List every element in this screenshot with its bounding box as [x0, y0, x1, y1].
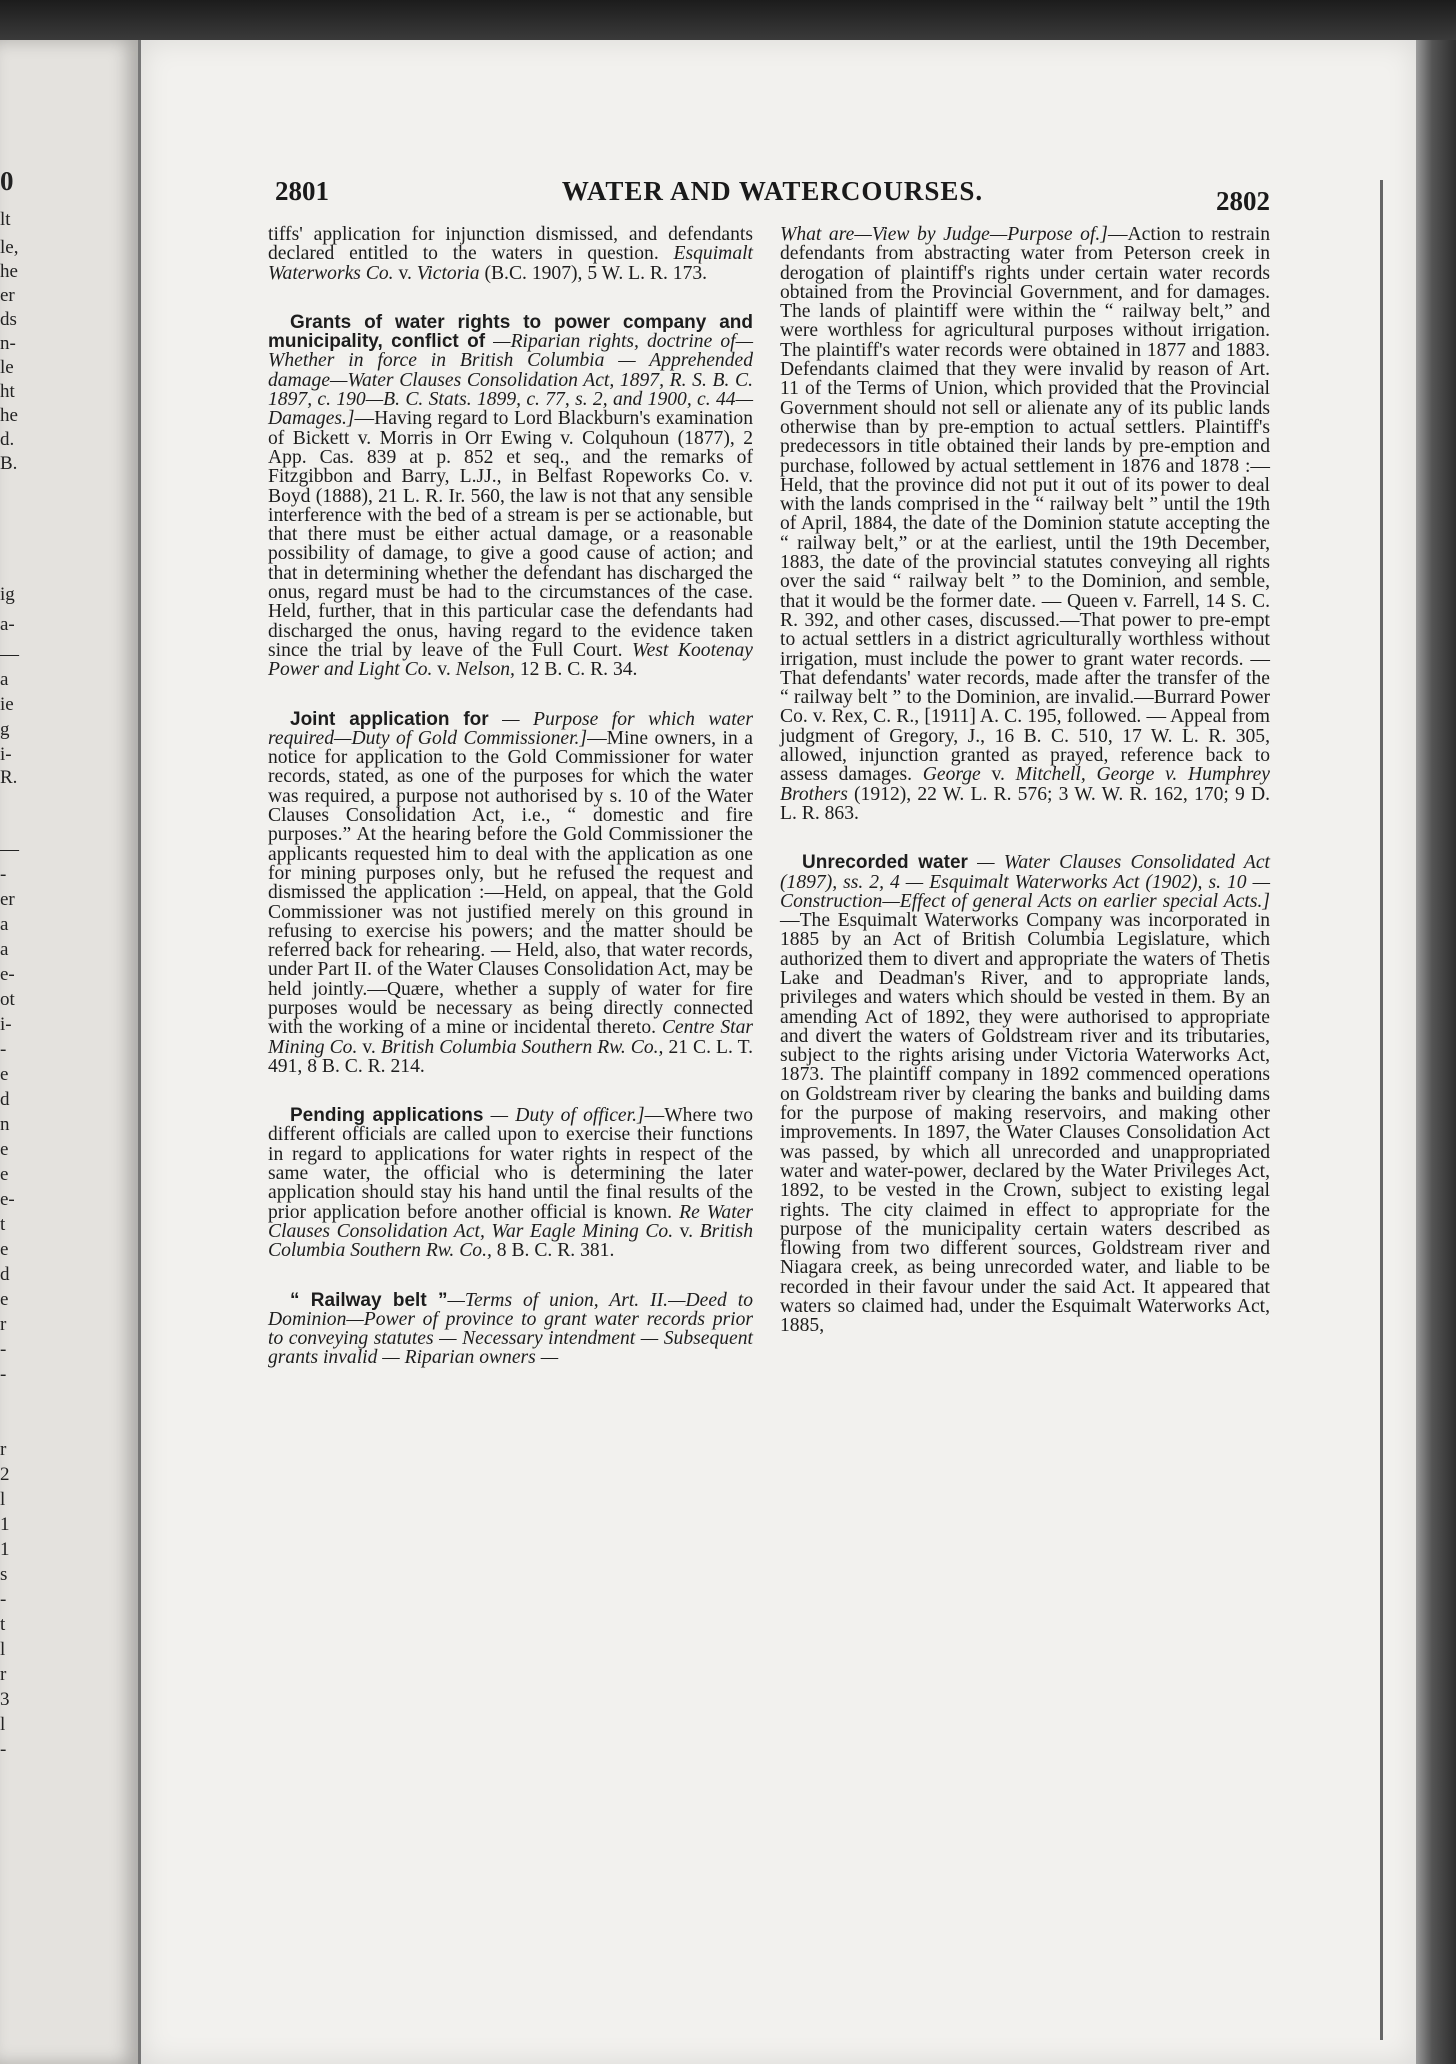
previous-page-fragment: 0	[0, 166, 14, 196]
case-citation: 8 B. C. R. 381.	[491, 1240, 615, 1262]
entry-body: —Mine owners, in a notice for application to the Gold Commissioner for water records, stated, as one of the purposes for which the water was required, a purpose not authorised by s. 10 of the Water Clauses Consolidation Act, i.e., “ domestic and fire purposes.” At the hearing before the Gold Commissioner the applicants requested him to deal with the application as one for mining purposes only, but he refused the request and dismissed the application :—Held, on appeal, that the Gold Commissioner was not justified merely on this ground in refusing to exercise his powers; and the matter should be referred back for rehearing. — Held, also, that water records, under Part II. of the Water Clauses Consolidation Act, may be held jointly.—Quære, whether a supply of water for fire purposes would be necessary as being directly connected with the working of a mine or incidental thereto.	[268, 727, 753, 1039]
digest-entry	[268, 710, 753, 1077]
case-connector: v.	[393, 262, 417, 284]
entry-body: —The Esquimalt Waterworks Company was incorporated in 1885 by an Act of British Columbia Legislature, which authorized them to divert and appropriate the waters of Thetis Lake and Deadman's River, and to appropriate lands, privileges and waters which should be vested in them. By an amending Act of 1892, they were authorised to appropriate and divert the waters of Goldstream river and its tributaries, subject to the rights arising under Victoria Waterworks Act, 1873. The plaintiff company in 1892 commenced operations on Goldstream river by clearing the banks and building dams for the purpose of making reservoirs, and making other improvements. In 1897, the Water Clauses Consolidation Act was passed, by which all unrecorded and unappropriated water and water-power, declared by the Water Privileges Act, 1892, to be vested in the Crown, subject to existing legal rights. The city claimed in effect to appropriate for the purpose of the municipality certain waters described as flowing from two different sources, Goldstream river and Niagara creek, as being unrecorded water, and liable to be recorded in their favour under the said Act. It appeared that waters so claimed had, under the Esquimalt Waterworks Act, 1885,	[780, 910, 1270, 1337]
previous-page-fragment: 2	[0, 1464, 10, 1485]
entry-heading: Grants of water rights to power company and municipality, conflict of	[268, 311, 753, 353]
previous-page-edge	[0, 40, 141, 2064]
previous-page-fragment: 3	[0, 1689, 10, 1710]
case-name: Mitchell, George v. Humphrey Brothers	[780, 764, 1270, 805]
digest-entry	[780, 225, 1270, 823]
previous-page-fragment: a	[0, 939, 9, 960]
previous-page-fragment: he	[0, 261, 18, 282]
previous-page-fragment: he	[0, 405, 18, 426]
case-name: Victoria	[416, 262, 480, 284]
right-column	[780, 225, 1270, 1366]
page-gutter-line	[1380, 180, 1383, 2040]
previous-page-fragment: 1	[0, 1514, 10, 1535]
entry-heading: Joint application for	[290, 708, 489, 730]
case-connector: v.	[673, 1220, 700, 1242]
page-number-right: 2802	[1216, 186, 1270, 216]
case-name: Esquimalt Waterworks Co.	[268, 243, 753, 284]
previous-page-fragment: i-	[0, 1014, 12, 1035]
entry-heading: “ Railway belt ”	[290, 1289, 448, 1311]
case-citation: (B.C. 1907), 5 W. L. R. 173.	[479, 262, 708, 284]
digest-entry	[268, 1106, 753, 1260]
entry-subject: —Riparian rights, doctrine of—Whether in force in British Columbia — Apprehended damage—Water Clauses Consolidation Act, 1897, R. S. B. C. 1897, c. 190—B. C. Stats. 1899, c. 77, s. 2, and 1900, c. 44—Damages.]	[268, 331, 753, 430]
case-connector: v.	[980, 764, 1016, 786]
case-name: British Columbia Southern Rw. Co.,	[380, 1036, 664, 1058]
case-name: Re Water Clauses Consolidation Act, War Eagle Mining Co.	[268, 1201, 753, 1242]
previous-page-fragment: t	[0, 1614, 6, 1635]
previous-page-fragment: -	[0, 864, 7, 885]
scan-top-border	[0, 0, 1456, 40]
previous-page-fragment: er	[0, 285, 15, 306]
previous-page-fragment: a	[0, 669, 9, 690]
entry-heading: Unrecorded water	[802, 852, 968, 874]
previous-page-fragment: r	[0, 1664, 7, 1685]
case-connector: v.	[357, 1036, 381, 1058]
case-citation: 21 C. L. T. 491, 8 B. C. R. 214.	[268, 1036, 753, 1077]
previous-page-fragment: a	[0, 914, 9, 935]
case-citation: (1912), 22 W. L. R. 576; 3 W. W. R. 162, 170; 9 D. L. R. 863.	[780, 783, 1270, 824]
previous-page-fragment: —	[0, 644, 19, 665]
previous-page-fragment: s	[0, 1564, 8, 1585]
previous-page-fragment: d	[0, 1264, 10, 1285]
running-header	[275, 172, 1270, 222]
page-number-left: 2801	[275, 176, 329, 206]
previous-page-fragment: l	[0, 1639, 6, 1660]
previous-page-fragment: -	[0, 1589, 7, 1610]
previous-page-fragment: e-	[0, 964, 15, 985]
digest-entry	[268, 225, 753, 283]
previous-page-fragment: r	[0, 1439, 7, 1460]
entry-body: —Having regard to Lord Blackburn's examination of Bickett v. Morris in Orr Ewing v. Colquhoun (1877), 2 App. Cas. 839 at p. 852 et seq., and the remarks of Fitzgibbon and Barry, L.JJ., in Belfast Ropeworks Co. v. Boyd (1888), 21 L. R. Ir. 560, the law is not that any sensible interference with the bed of a stream is per se actionable, but that there must be either actual damage, or a reasonable possibility of damage, to give a good cause of action; and that in determining whether the defendant has discharged the onus, regard must be had to the circumstances of the case. Held, further, that in this particular case the defendants had discharged the onus, having regard to the evidence taken since the trial by leave of the Full Court.	[268, 408, 753, 661]
previous-page-fragment: d.	[0, 429, 15, 450]
case-connector: v.	[432, 659, 456, 681]
case-name: Centre Star Mining Co.	[268, 1017, 753, 1058]
previous-page-fragment: e	[0, 1164, 9, 1185]
running-title: WATER AND WATERCOURSES.	[561, 176, 984, 206]
previous-page-fragment: -	[0, 1739, 7, 1760]
previous-page-fragment: r	[0, 1314, 7, 1335]
previous-page-fragment: n-	[0, 333, 16, 354]
previous-page-fragment: ot	[0, 989, 15, 1010]
case-citation: 12 B. C. R. 34.	[514, 659, 638, 681]
previous-page-fragment: l	[0, 1714, 6, 1735]
entry-subject: What are—View by Judge—Purpose of.]	[780, 224, 1108, 245]
digest-entry	[268, 1291, 753, 1368]
entry-body: —Where two different officials are called upon to exercise their functions in regard to applications for water rights in respect of the same water, the official who is determining the later application should stay his hand until the final results of the prior application before another official is known.	[268, 1105, 754, 1223]
entry-heading: Pending applications	[290, 1105, 484, 1127]
previous-page-fragment: e	[0, 1289, 9, 1310]
previous-page-fragment: er	[0, 889, 15, 910]
previous-page-fragment: le	[0, 357, 14, 378]
previous-page-fragment: ig	[0, 584, 15, 605]
previous-page-fragment: i-	[0, 744, 12, 765]
case-name: Nelson,	[455, 659, 515, 681]
entry-body: —Action to restrain defendants from abstracting water from Peterson creek in derogation of plaintiff's rights under certain water records obtained from the Provincial Government, and for damages. The lands of plaintiff were within the “ railway belt,” and were worthless for agricultural purposes without irrigation. The plaintiff's water records were obtained in 1877 and 1883. Defendants claimed that they were invalid by reason of Art. 11 of the Terms of Union, which provided that the Provincial Government should not sell or alienate any of its public lands otherwise than by pre-emption to actual settlers. Plaintiff's predecessors in title obtained their lands by pre-emption and purchase, followed by actual settlement in 1876 and 1878 :—Held, that the province did not put it out of its power to deal with the lands comprised in the “ railway belt ” until the 19th of April, 1884, the date of the Dominion statute accepting the “ railway belt,” or at the earliest, until the 19th December, 1883, the date of the provincial statutes conveying all rights over the said “ railway belt ” to the Dominion, and semble, that it would be the former date. — Queen v. Farrell, 14 S. C. R. 392, and other cases, discussed.—That power to pre-empt to actual settlers in a district agriculturally worthless without irrigation, must include the power to grant water records. — That defendants' water records, made after the transfer of the “ railway belt ” to the Dominion, are invalid.—Burrard Power Co. v. Rex, C. R., [1911] A. C. 195, followed. — Appeal from judgment of Gregory, J., 16 B. C. 510, 17 W. L. R. 305, allowed, injunction granted as prayed, reference back to assess damages.	[780, 224, 1270, 786]
previous-page-fragment: l	[0, 1489, 6, 1510]
previous-page-fragment: -	[0, 1364, 7, 1385]
digest-entry	[268, 313, 753, 680]
previous-page-fragment: B.	[0, 453, 18, 474]
case-name: British Columbia Southern Rw. Co.,	[268, 1220, 753, 1262]
entry-subject: — Purpose for which water required—Duty of Gold Commissioner.]	[268, 708, 753, 749]
entry-body: tiffs' application for injunction dismissed, and defendants declared entitled to the waters in question.	[268, 224, 753, 265]
previous-page-fragment: ds	[0, 309, 17, 330]
previous-page-fragment: n	[0, 1114, 10, 1135]
entry-subject: — Water Clauses Consolidated Act (1897), ss. 2, 4 — Esquimalt Waterworks Act (1902), s. 10 — Construction—Effect of general Acts on earlier special Acts.]	[780, 852, 1271, 912]
previous-page-fragment: e	[0, 1064, 9, 1085]
previous-page-fragment: lt	[0, 209, 11, 230]
previous-page-fragment: -	[0, 1039, 7, 1060]
previous-page-fragment: e-	[0, 1189, 15, 1210]
previous-page-fragment: g	[0, 719, 10, 740]
previous-page-fragment: a-	[0, 614, 15, 635]
entry-subject: — Duty of officer.]	[483, 1105, 645, 1127]
previous-page-fragment: ht	[0, 381, 15, 402]
previous-page-fragment: 1	[0, 1539, 10, 1560]
case-name: West Kootenay Power and Light Co.	[268, 639, 753, 681]
previous-page-fragment: le,	[0, 237, 19, 258]
previous-page-fragment: -	[0, 1339, 7, 1360]
digest-entry	[780, 853, 1270, 1335]
previous-page-fragment: d	[0, 1089, 10, 1110]
previous-page-fragment: R.	[0, 767, 18, 788]
left-column	[268, 225, 753, 1398]
previous-page-fragment: e	[0, 1239, 9, 1260]
previous-page-fragment: ie	[0, 694, 14, 715]
scan-right-edge	[1416, 40, 1456, 2064]
entry-subject: —Terms of union, Art. II.—Deed to Dominion—Power of province to grant water records prior to conveying statutes — Necessary intendment — Subsequent grants invalid — Riparian owners —	[268, 1289, 753, 1369]
previous-page-fragment: t	[0, 1214, 6, 1235]
previous-page-fragment: e	[0, 1139, 9, 1160]
previous-page-fragment: —	[0, 839, 19, 860]
case-name: George	[912, 764, 981, 786]
